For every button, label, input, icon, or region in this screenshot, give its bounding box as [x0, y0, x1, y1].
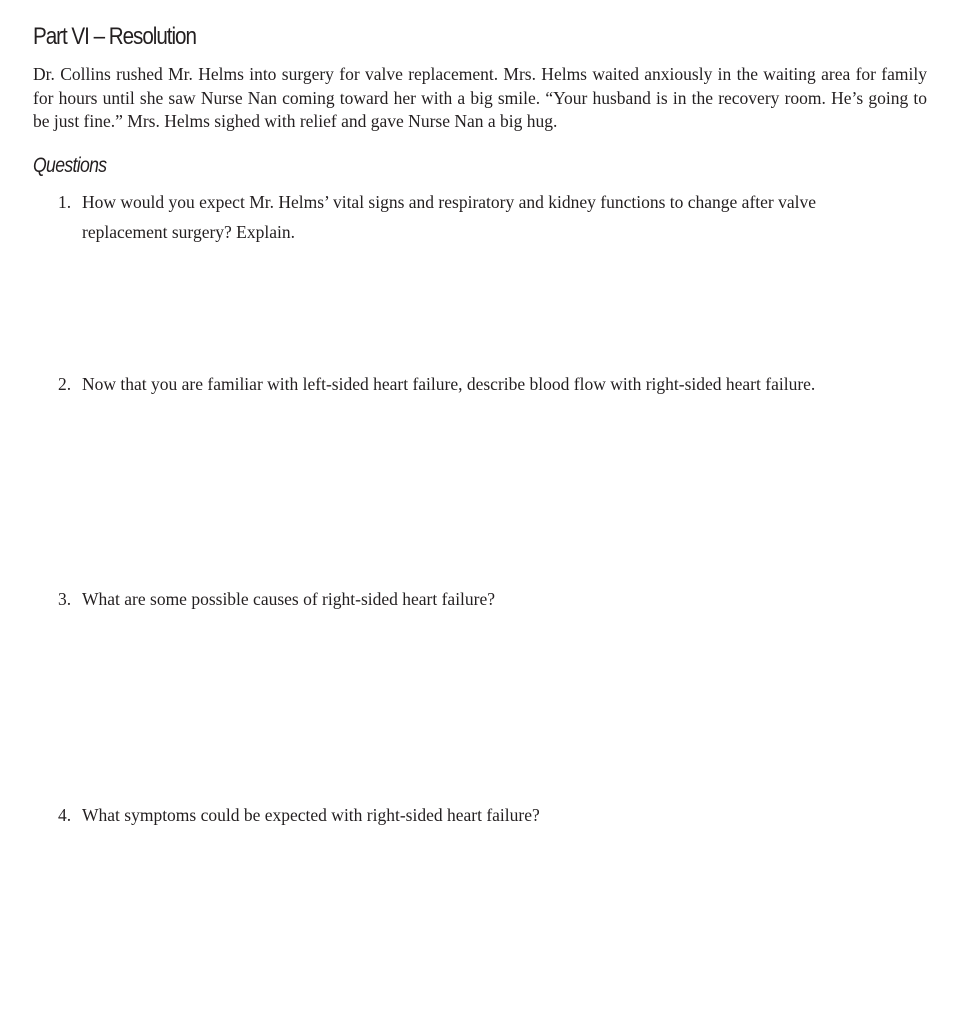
question-number: 3.: [58, 589, 72, 609]
question-text: What symptoms could be expected with right-sided heart failure?: [82, 805, 540, 825]
question-text: How would you expect Mr. Helms’ vital signs and respiratory and kidney functions to change after valve replacement surgery? Explain.: [82, 192, 817, 242]
question-3: [58, 584, 898, 614]
answer-space-1: [58, 250, 918, 360]
question-number: 1.: [58, 192, 72, 212]
question-1: [58, 187, 898, 247]
question-number: 2.: [58, 374, 72, 394]
question-2: [58, 369, 898, 399]
questions-heading: Questions: [33, 154, 107, 177]
case-narrative: Dr. Collins rushed Mr. Helms into surgery for valve replacement. Mrs. Helms waited anxiously in the waiting area for family for hours until she saw Nurse Nan coming toward her with a big smile. “Your husband is in the recovery room. He’s going to be just fine.” Mrs. Helms sighed with relief and gave Nurse Nan a big hug.: [33, 64, 927, 131]
question-4: [58, 800, 898, 830]
question-text: Now that you are familiar with left-sided heart failure, describe blood flow with right-sided heart failure.: [82, 374, 816, 394]
question-text: What are some possible causes of right-sided heart failure?: [82, 589, 496, 609]
answer-space-2: [58, 402, 918, 582]
answer-space-4: [58, 833, 918, 1023]
answer-space-3: [58, 617, 918, 797]
question-number: 4.: [58, 805, 72, 825]
section-heading: Part VI – Resolution: [33, 23, 196, 50]
